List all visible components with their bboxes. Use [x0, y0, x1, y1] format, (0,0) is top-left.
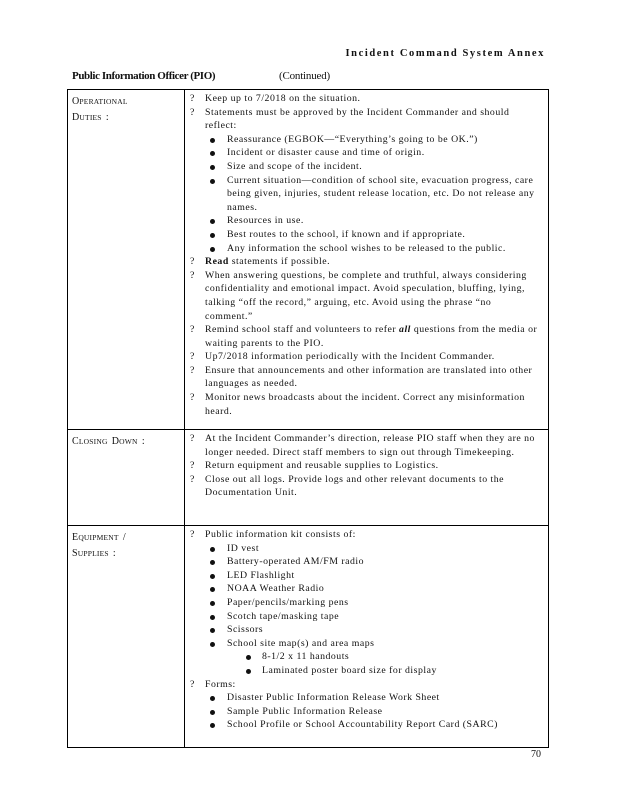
list-item: ? Close out all logs. Provide logs and other relevant documents to the Documentation Unit.	[190, 473, 505, 499]
bullet-icon	[210, 247, 215, 252]
row-content	[185, 430, 549, 526]
sub-bullet-item: Laminated poster board size for display	[243, 664, 540, 678]
row-label	[68, 90, 185, 430]
bullet-item: Size and scope of the incident.	[207, 160, 540, 174]
bullet-item: ID vest	[207, 542, 540, 556]
label-line: SUPPLIES :	[72, 548, 116, 559]
list-item: ? Public information kit consists of: ID vest Battery-operated AM/FM radio LED Flashlight NOAA Weather Radio Paper/pencils/marking pens Scotch tape/masking tape Scissors School site map(s) and area maps 8-1/2 x 11 handouts Laminated poster board size for display	[188, 528, 540, 678]
role-continued: (Continued)	[279, 70, 330, 82]
bullet-icon	[210, 219, 215, 224]
bullet-item: Scissors	[207, 623, 540, 637]
bullet-icon	[210, 615, 215, 620]
question-glyph: ?	[190, 678, 195, 690]
question-glyph: ?	[190, 256, 195, 268]
bullet-item: Any information the school wishes to be released to the public.	[207, 242, 540, 256]
bullet-item: Resources in use.	[207, 214, 540, 228]
question-glyph: ?	[190, 106, 195, 118]
sub-bullet-item: 8-1/2 x 11 handouts	[243, 650, 540, 664]
question-glyph: ?	[190, 529, 195, 540]
table-row	[68, 526, 549, 748]
label-line: OPERATIONAL	[72, 96, 128, 107]
bullet-icon	[210, 151, 215, 156]
label-line: EQUIPMENT /	[72, 532, 126, 543]
bullet-icon	[210, 560, 215, 565]
list-item: ? Keep up to 7/2018 on the situation.	[190, 93, 361, 104]
label-line: DUTIES :	[72, 112, 109, 123]
bullet-icon	[210, 138, 215, 143]
role-title: Public Information Officer (PIO)	[72, 70, 216, 82]
bullet-item: NOAA Weather Radio	[207, 582, 540, 596]
question-glyph: ?	[190, 269, 195, 281]
bullet-item: Disaster Public Information Release Work Sheet	[207, 691, 540, 705]
bullet-icon	[210, 587, 215, 592]
row-label	[68, 430, 185, 526]
bullet-icon	[210, 710, 215, 715]
question-glyph: ?	[190, 392, 195, 404]
bullet-icon	[210, 179, 215, 184]
bullet-icon	[210, 547, 215, 552]
question-glyph: ?	[190, 460, 195, 472]
page-number: 70	[531, 749, 541, 760]
row-content	[185, 526, 549, 748]
bullet-icon	[210, 165, 215, 170]
bullet-item: Scotch tape/masking tape	[207, 610, 540, 624]
question-glyph: ?	[190, 364, 195, 376]
list-item: ? Read statements if possible.	[190, 256, 331, 268]
bullet-icon	[210, 696, 215, 701]
question-glyph: ?	[190, 473, 195, 485]
bullet-item: Current situation—condition of school site, evacuation progress, care being given, injuries, student release location, etc. Do not release any names.	[207, 174, 540, 215]
duties-table	[67, 89, 549, 748]
list-item: ? When answering questions, be complete and truthful, always considering confidentiality and emotional impact. Avoid speculation, bluffing, lying, talking “off the record,” arguing, etc. Avoid using the phrase “no comment.”	[190, 269, 527, 322]
list-item: ? Statements must be approved by the Incident Commander and should reflect: Reassurance (EGBOK—“Everything’s going to be OK.”) Incident or disaster cause and time of origin. Size and scope of the incident. Current situation—condition of school site, evacuation progress, care being given, injuries, student release location, etc. Do not release any names. Resources in use. Best routes to the school, if known and if appropriate. Any information the school wishes to be released to the public.	[188, 106, 540, 256]
bullet-icon	[210, 628, 215, 633]
row-content	[185, 90, 549, 430]
bullet-item: LED Flashlight	[207, 569, 540, 583]
bullet-item: School site map(s) and area maps 8-1/2 x 11 handouts Laminated poster board size for display	[207, 637, 540, 678]
bullet-icon	[210, 574, 215, 579]
bullet-item: Sample Public Information Release	[207, 705, 540, 719]
label-line: CLOSING DOWN :	[72, 436, 145, 447]
list-item: ? Monitor news broadcasts about the incident. Correct any misinformation heard.	[190, 392, 525, 417]
table-row	[68, 90, 549, 430]
list-item: ? Remind school staff and volunteers to refer all questions from the media or waiting parents to the PIO.	[190, 324, 538, 349]
bullet-icon	[246, 669, 251, 674]
row-label	[68, 526, 185, 748]
question-glyph: ?	[190, 433, 195, 444]
question-glyph: ?	[190, 324, 195, 336]
bullet-icon	[210, 723, 215, 728]
bullet-item: Paper/pencils/marking pens	[207, 596, 540, 610]
bullet-icon	[246, 655, 251, 660]
list-item: ? Ensure that announcements and other information are translated into other languages as needed.	[190, 364, 533, 390]
bullet-item: Reassurance (EGBOK—“Everything’s going to be OK.”)	[207, 133, 540, 147]
question-glyph: ?	[190, 93, 195, 104]
list-item: ? Forms: Disaster Public Information Release Work Sheet Sample Public Information Release School Profile or School Accountability Report Card (SARC)	[188, 678, 540, 732]
list-item: ? Return equipment and reusable supplies to Logistics.	[190, 460, 439, 472]
list-item: ? At the Incident Commander’s direction, release PIO staff when they are no longer needed. Direct staff members to sign out through Timekeeping.	[190, 433, 535, 458]
bullet-item: Battery-operated AM/FM radio	[207, 555, 540, 569]
question-glyph: ?	[190, 351, 195, 363]
bullet-icon	[210, 642, 215, 647]
bullet-icon	[210, 601, 215, 606]
list-item: ? Up7/2018 information periodically with the Incident Commander.	[190, 351, 495, 363]
bullet-icon	[210, 233, 215, 238]
bullet-item: School Profile or School Accountability Report Card (SARC)	[207, 718, 540, 732]
bullet-item: Best routes to the school, if known and if appropriate.	[207, 228, 540, 242]
annex-title: Incident Command System Annex	[345, 48, 545, 59]
table-row	[68, 430, 549, 526]
bullet-item: Incident or disaster cause and time of origin.	[207, 146, 540, 160]
